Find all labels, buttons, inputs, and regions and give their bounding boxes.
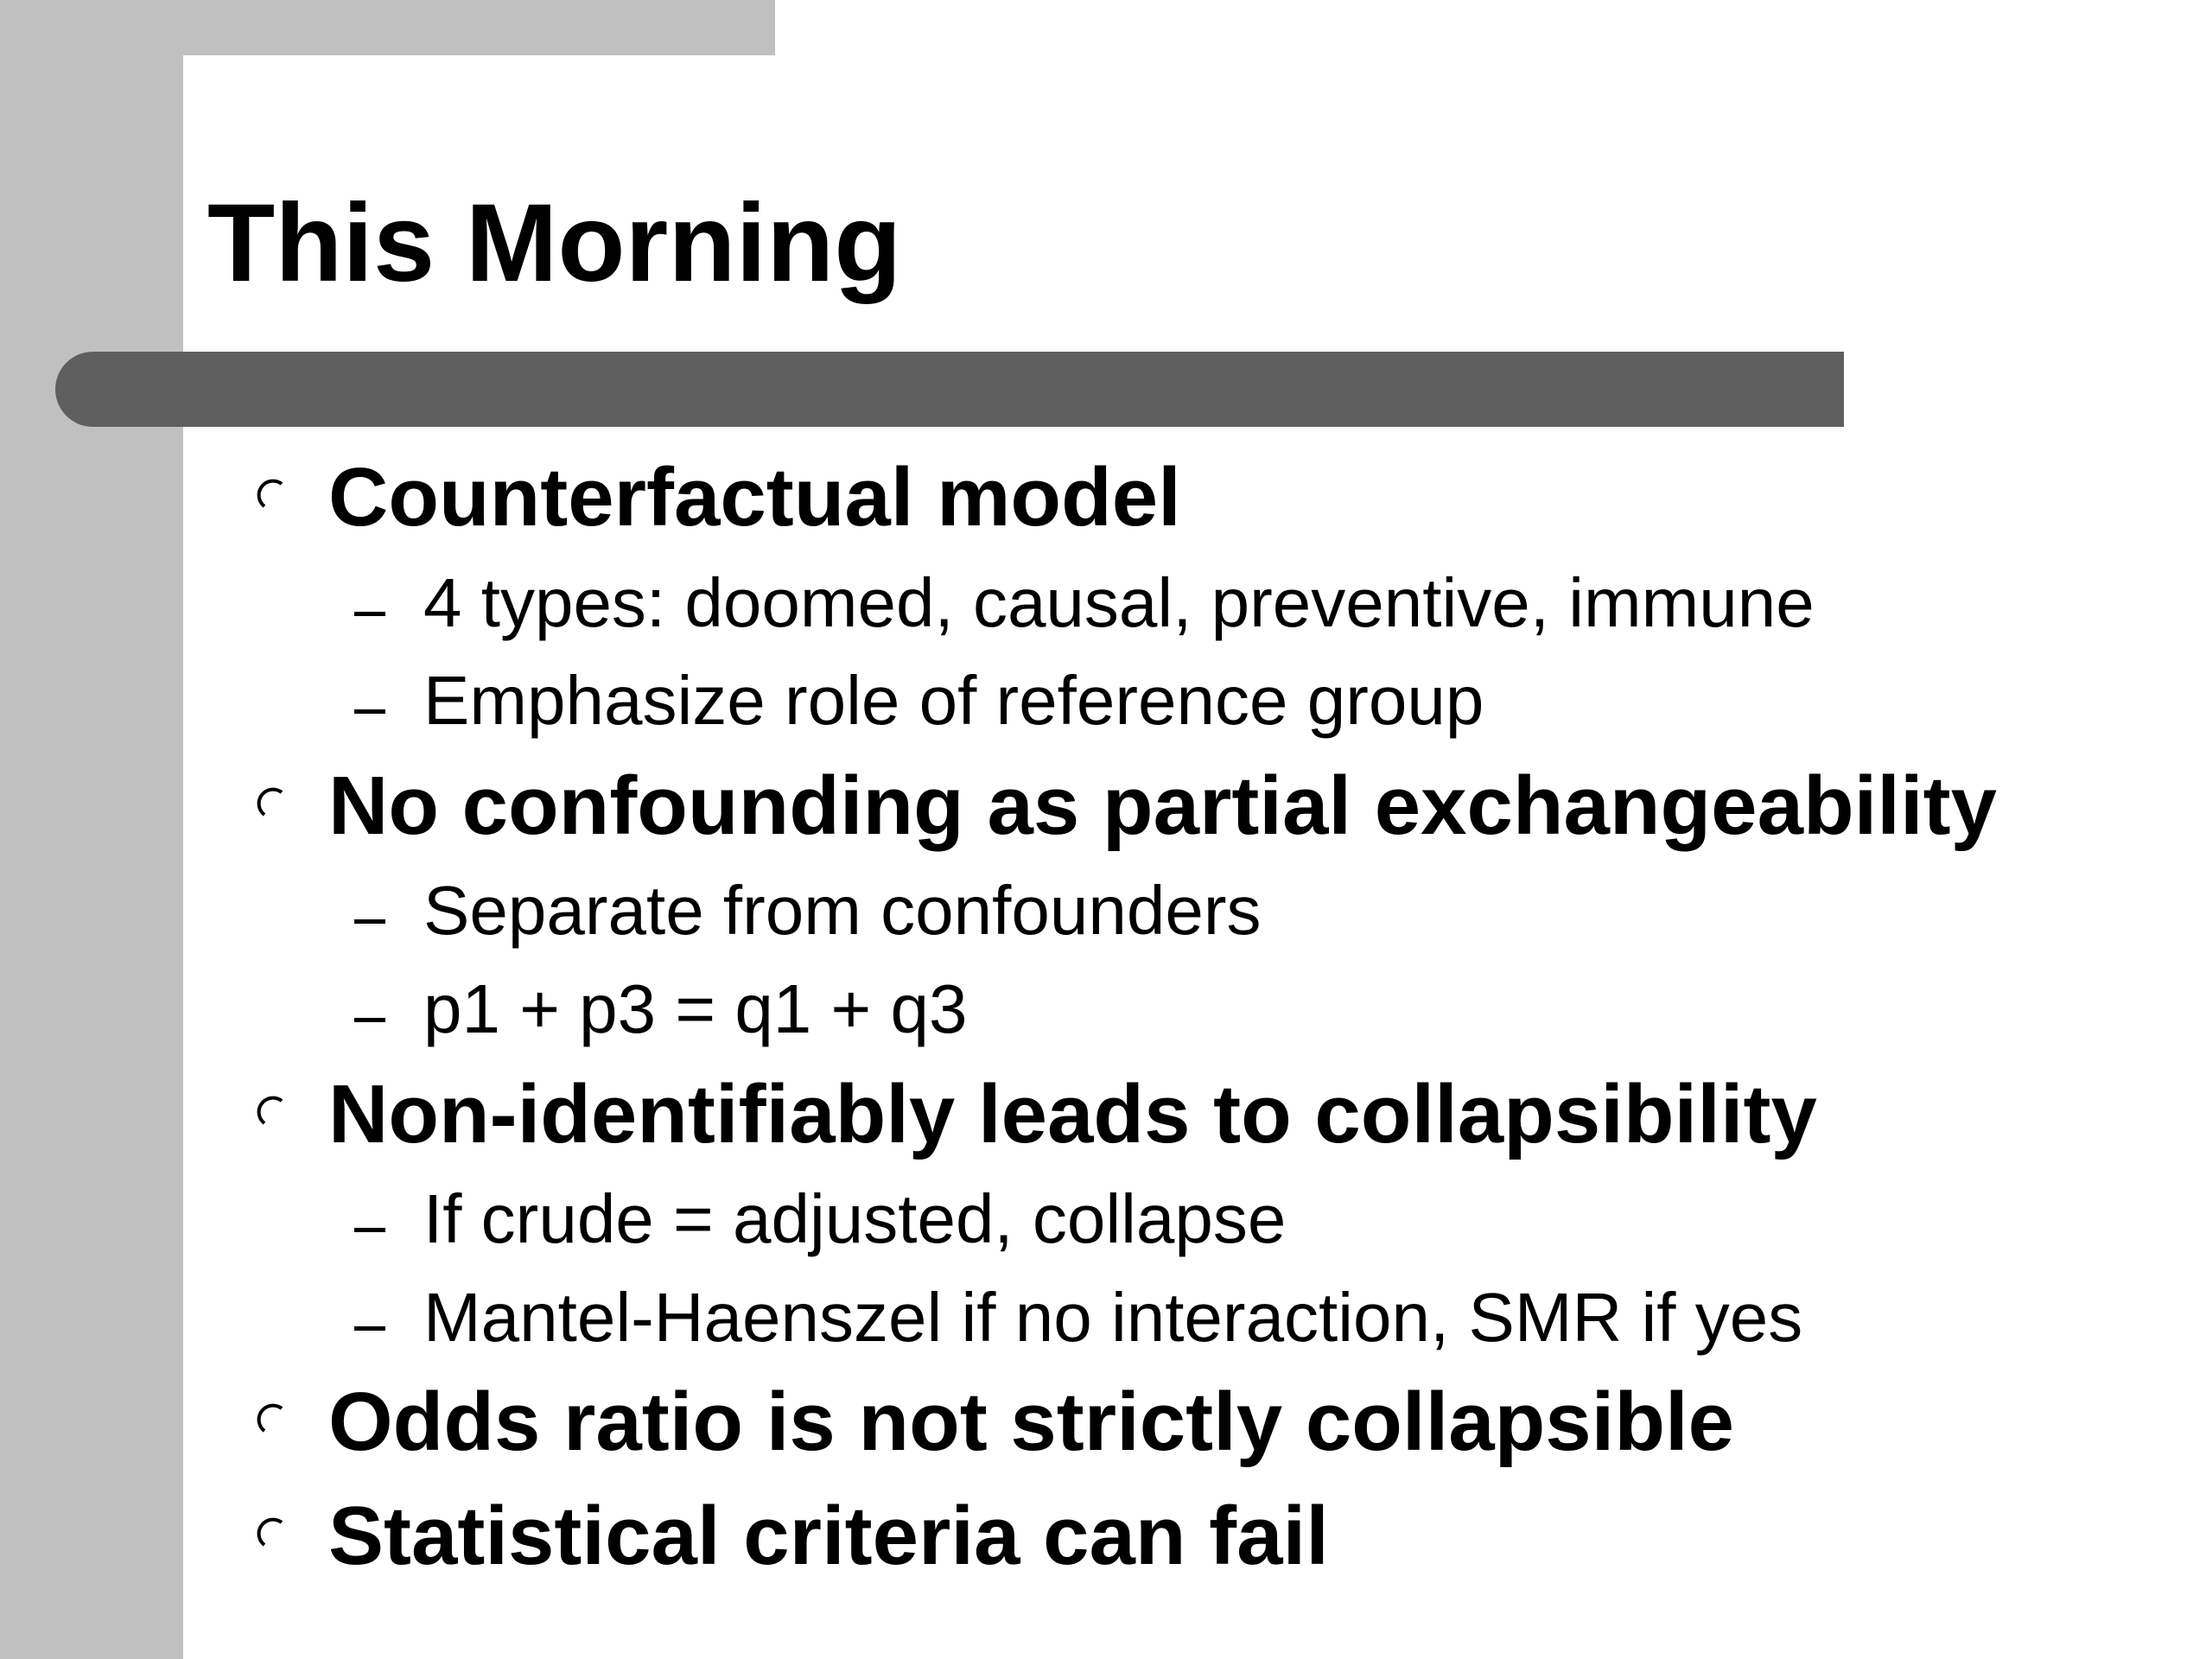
subitem-separate-confounders: Separate from confounders [423, 872, 1262, 949]
dash-bullet-icon [354, 1018, 385, 1022]
open-circle-bullet-icon [251, 1090, 289, 1128]
bullet-item-statistical-criteria: Statistical criteria can fail [328, 1490, 1329, 1582]
open-circle-bullet-icon [251, 782, 289, 820]
slide-title: This Morning [207, 181, 902, 305]
bullet-item-collapsibility: Non-identifiably leads to collapsibility [328, 1068, 1817, 1160]
subitem-types: 4 types: doomed, causal, preventive, immune [423, 564, 1815, 641]
subitem-crude-adjusted: If crude = adjusted, collapse [423, 1180, 1287, 1257]
bullet-item-odds-ratio: Odds ratio is not strictly collapsible [328, 1376, 1735, 1468]
dash-bullet-icon [354, 709, 385, 714]
subitem-reference-group: Emphasize role of reference group [423, 662, 1484, 739]
open-circle-bullet-icon [251, 474, 289, 512]
open-circle-bullet-icon [251, 1512, 289, 1550]
open-circle-bullet-icon [251, 1398, 289, 1436]
subitem-equation: p1 + p3 = q1 + q3 [423, 970, 968, 1047]
bullet-item-no-confounding: No confounding as partial exchangeability [328, 760, 1997, 852]
bullet-item-counterfactual-model: Counterfactual model [328, 451, 1181, 543]
dash-bullet-icon [354, 1326, 385, 1331]
dash-bullet-icon [354, 612, 385, 616]
subitem-mantel-haenszel: Mantel-Haenszel if no interaction, SMR if yes [423, 1279, 1803, 1356]
dash-bullet-icon [354, 1228, 385, 1232]
dash-bullet-icon [354, 919, 385, 924]
